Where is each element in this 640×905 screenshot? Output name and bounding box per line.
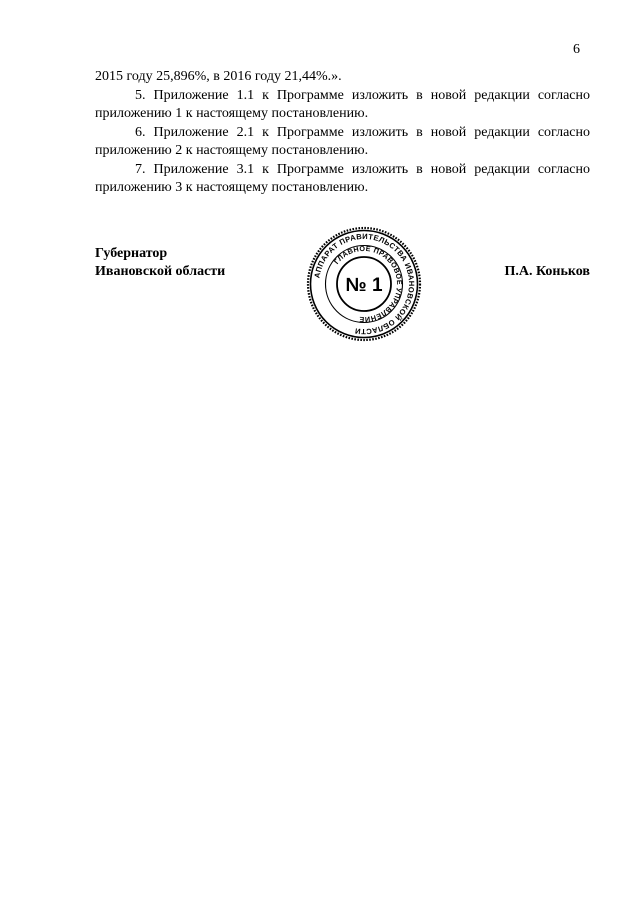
signatory-name: П.А. Коньков [504, 264, 590, 279]
body-text [95, 68, 590, 198]
signatory-title-line-2: Ивановской области [95, 264, 226, 279]
paragraph-item-7: 7. Приложение 3.1 к Программе изложить в новой редакции согласно приложению 3 к настоящему постановлению. [95, 161, 590, 195]
signatory-title [95, 245, 225, 281]
seal-outer-text: АППАРАТ ПРАВИТЕЛЬСТВА ИВАНОВСКОЙ ОБЛАСТИ [312, 231, 417, 337]
official-seal [306, 226, 422, 342]
paragraph-continuation: 2015 году 25,896%, в 2016 году 21,44%.». [95, 69, 342, 84]
page-number: 6 [573, 42, 580, 57]
signatory-title-line-1: Губернатор [95, 246, 168, 261]
seal-stamp-graphic [306, 226, 422, 342]
paragraph-item-5: 5. Приложение 1.1 к Программе изложить в новой редакции согласно приложению 1 к настоящему постановлению. [95, 87, 590, 121]
seal-inner-text: ГЛАВНОЕ ПРАВОВОЕ УПРАВЛЕНИЕ [331, 243, 405, 325]
paragraph-item-6: 6. Приложение 2.1 к Программе изложить в новой редакции согласно приложению 2 к настоящему постановлению. [95, 124, 590, 158]
seal-center-number: № 1 [345, 275, 383, 296]
